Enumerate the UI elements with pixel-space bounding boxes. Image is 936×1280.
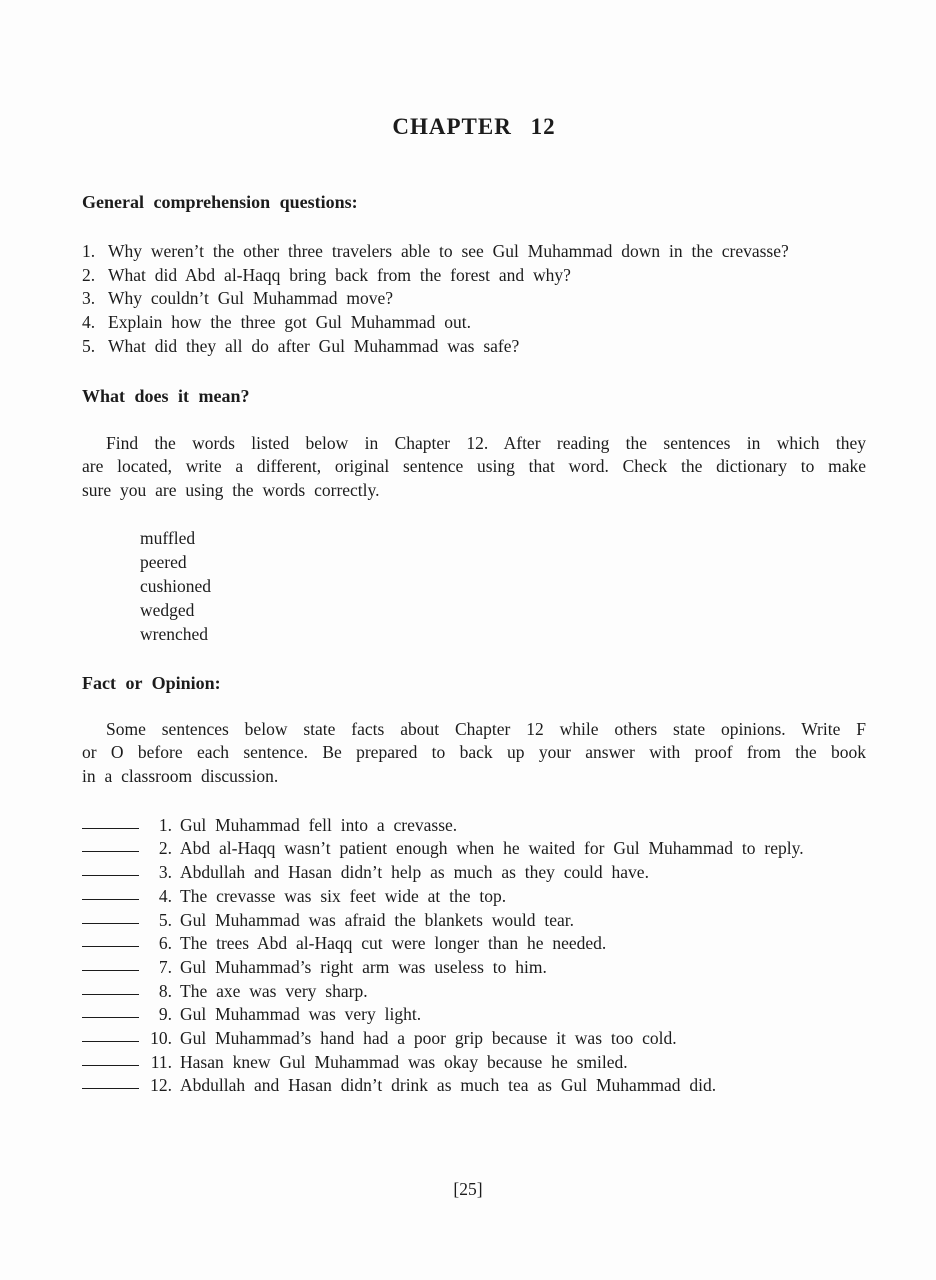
item-number: 4. [158, 885, 172, 906]
vocabulary-word: cushioned [140, 575, 211, 596]
fact-opinion-item [82, 1027, 866, 1051]
section-heading-vocabulary: What does it mean? [82, 385, 250, 406]
question-item [82, 264, 866, 288]
item-number: 8. [158, 980, 172, 1001]
question-text: Why weren’t the other three travelers able to see Gul Muhammad down in the crevasse? [108, 241, 789, 261]
question-text: Why couldn’t Gul Muhammad move? [108, 288, 393, 309]
paragraph-line: are located, write a different, original sentence using that word. Check the dictionary to make [82, 456, 866, 477]
item-number: 1. [158, 814, 172, 835]
item-number: 6. [158, 933, 172, 954]
question-text: Explain how the three got Gul Muhammad out. [108, 312, 471, 333]
item-number: 12. [150, 1075, 172, 1096]
item-text: Gul Muhammad was very light. [180, 1004, 422, 1025]
vocabulary-word: wedged [140, 599, 195, 620]
fact-opinion-item [82, 1051, 866, 1075]
item-number: 9. [158, 1004, 172, 1025]
item-text: The crevasse was six feet wide at the top. [180, 885, 507, 906]
section-heading-fact-or-opinion: Fact or Opinion: [82, 672, 221, 693]
fact-opinion-item [82, 885, 866, 909]
question-number: 2. [82, 264, 96, 285]
paragraph-line: Find the words listed below in Chapter 12. After reading the sentences in which they [106, 432, 866, 453]
answer-blank [82, 923, 139, 924]
question-text: What did they all do after Gul Muhammad was safe? [108, 335, 520, 356]
question-item [82, 335, 866, 359]
fact-opinion-item [82, 1074, 866, 1098]
answer-blank [82, 1065, 139, 1066]
item-text: Gul Muhammad’s right arm was useless to him. [180, 956, 547, 977]
answer-blank [82, 1041, 139, 1042]
paragraph-line: Some sentences below state facts about Chapter 12 while others state opinions. Write F [106, 718, 866, 739]
item-text: The trees Abd al-Haqq cut were longer than he needed. [180, 933, 607, 954]
vocabulary-word: wrenched [140, 623, 209, 644]
question-item [82, 311, 866, 335]
item-number: 11. [150, 1051, 172, 1072]
page-number: [25] [453, 1179, 483, 1200]
item-text: Abdullah and Hasan didn’t drink as much tea as Gul Muhammad did. [180, 1075, 717, 1096]
question-item [82, 240, 866, 264]
fact-opinion-item [82, 837, 866, 861]
fact-opinion-item [82, 956, 866, 980]
answer-blank [82, 970, 139, 971]
question-number: 5. [82, 335, 96, 356]
chapter-title: CHAPTER 12 [392, 114, 556, 139]
item-number: 2. [158, 838, 172, 859]
item-text: Gul Muhammad was afraid the blankets would tear. [180, 909, 575, 930]
item-text: Gul Muhammad fell into a crevasse. [180, 814, 458, 835]
answer-blank [82, 994, 139, 995]
fact-opinion-item [82, 932, 866, 956]
fact-or-opinion-intro-paragraph [82, 718, 866, 789]
answer-blank [82, 946, 139, 947]
answer-blank [82, 875, 139, 876]
item-number: 10. [150, 1028, 172, 1049]
vocabulary-word-list [140, 526, 866, 646]
fact-opinion-item [82, 1003, 866, 1027]
question-text: What did Abd al-Haqq bring back from the forest and why? [108, 264, 571, 285]
question-number: 4. [82, 312, 96, 333]
item-number: 3. [158, 862, 172, 883]
question-number: 1. [82, 241, 96, 261]
question-number: 3. [82, 288, 96, 309]
item-number: 7. [158, 956, 172, 977]
question-item [82, 287, 866, 311]
answer-blank [82, 828, 139, 829]
section-heading-comprehension: General comprehension questions: [82, 192, 358, 212]
answer-blank [82, 851, 139, 852]
comprehension-question-list [82, 240, 866, 359]
fact-opinion-list [82, 814, 866, 1098]
item-text: Hasan knew Gul Muhammad was okay because he smiled. [180, 1051, 628, 1072]
fact-opinion-item [82, 814, 866, 838]
paragraph-line: sure you are using the words correctly. [82, 479, 380, 500]
answer-blank [82, 1017, 139, 1018]
fact-opinion-item [82, 909, 866, 933]
vocabulary-word: muffled [140, 527, 196, 548]
item-text: The axe was very sharp. [180, 980, 368, 1001]
item-text: Abdullah and Hasan didn’t help as much as they could have. [180, 862, 649, 883]
item-text: Abd al-Haqq wasn’t patient enough when he waited for Gul Muhammad to reply. [180, 838, 804, 859]
paragraph-line: or O before each sentence. Be prepared to back up your answer with proof from the book [82, 742, 866, 763]
vocabulary-intro-paragraph [82, 432, 866, 503]
answer-blank [82, 1088, 139, 1089]
item-text: Gul Muhammad’s hand had a poor grip because it was too cold. [180, 1028, 677, 1049]
fact-opinion-item [82, 980, 866, 1004]
paragraph-line: in a classroom discussion. [82, 766, 279, 787]
vocabulary-word: peered [140, 551, 187, 572]
item-number: 5. [158, 909, 172, 930]
answer-blank [82, 899, 139, 900]
fact-opinion-item [82, 861, 866, 885]
